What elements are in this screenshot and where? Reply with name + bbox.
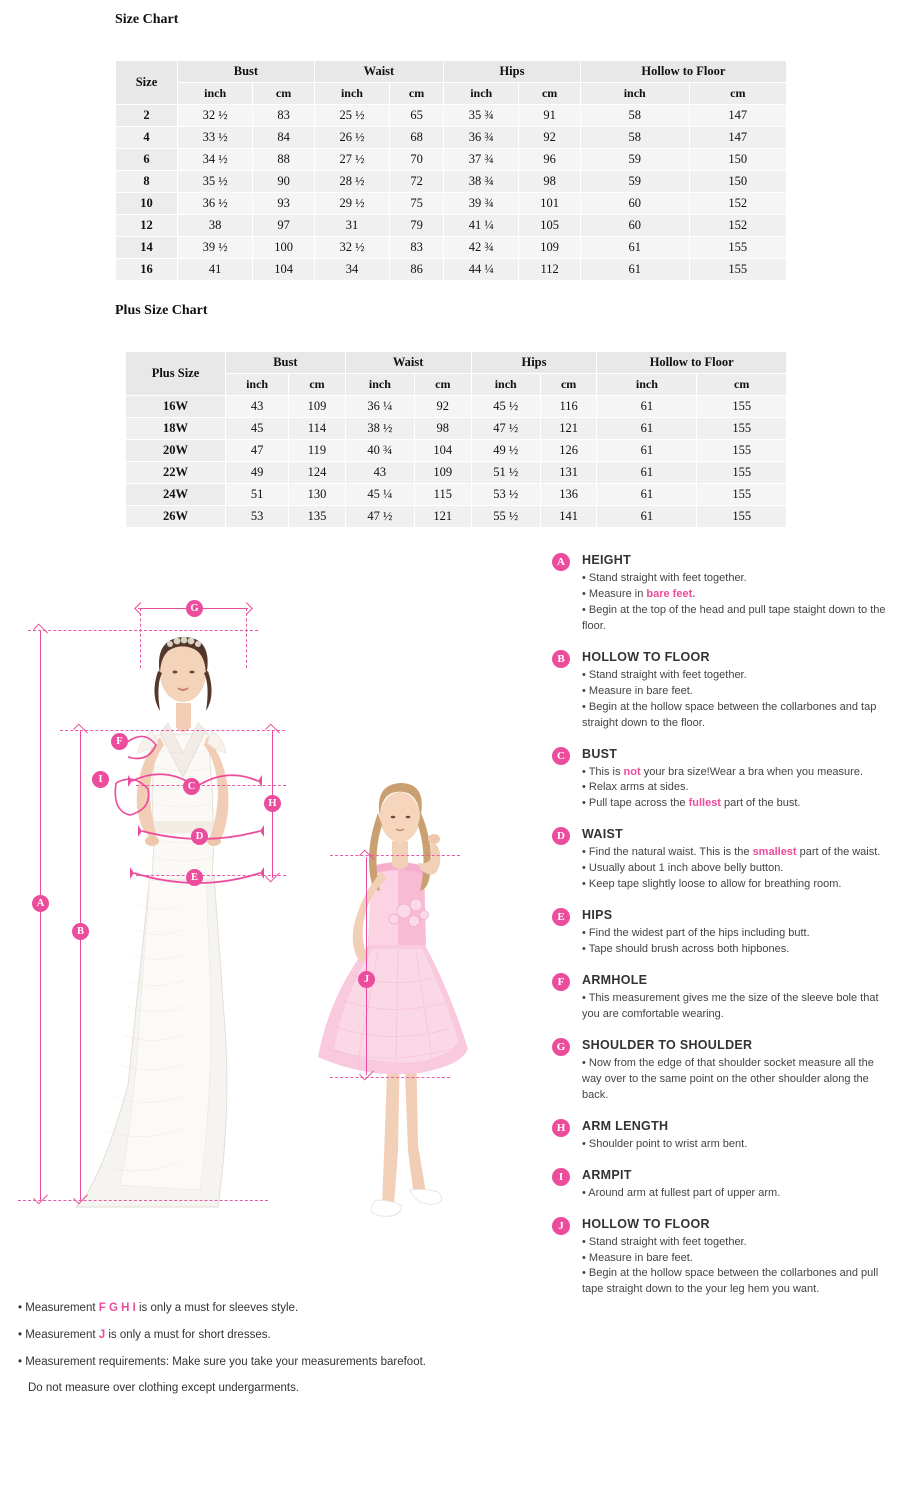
footer-note: [18, 1380, 538, 1398]
header-waist: Waist: [314, 61, 443, 83]
cell-value: 43: [226, 396, 289, 418]
cell-value: 114: [289, 418, 346, 440]
measurement-diagram: [0, 545, 540, 1265]
table-group-header-row: [126, 352, 787, 374]
legend-badge: C: [552, 747, 570, 765]
cell-value: 31: [314, 215, 389, 237]
note-highlight: J: [98, 1328, 106, 1341]
diagram-badge-f: F: [111, 733, 128, 750]
cell-value: 97: [253, 215, 314, 237]
cell-value: 45 ½: [471, 396, 540, 418]
cell-value: 83: [253, 105, 314, 127]
cell-value: 60: [580, 215, 689, 237]
dash-short-top: [330, 855, 460, 856]
cell-value: 35 ½: [178, 171, 253, 193]
cell-size: 26W: [126, 506, 226, 528]
legend-heading: HIPS: [582, 908, 613, 923]
legend-badge: H: [552, 1119, 570, 1137]
page-title-size-chart: Size Chart: [115, 12, 179, 27]
table-row: [126, 418, 787, 440]
subheader-hollow-cm: cm: [697, 374, 787, 396]
table-row: [126, 484, 787, 506]
cell-value: 150: [689, 149, 786, 171]
cell-value: 86: [390, 259, 444, 281]
legend-line: • Begin at the top of the head and pull tape staight down to the floor.: [582, 603, 886, 632]
plus-size-chart-table: [125, 351, 787, 528]
cell-value: 41 ¼: [444, 215, 519, 237]
page-title-plus-size-chart: Plus Size Chart: [115, 303, 208, 318]
cell-size: 22W: [126, 462, 226, 484]
table-row: [116, 259, 787, 281]
legend-badge: B: [552, 650, 570, 668]
legend-heading: BUST: [582, 746, 618, 761]
cell-value: 34 ½: [178, 149, 253, 171]
cell-value: 35 ¾: [444, 105, 519, 127]
cell-value: 58: [580, 127, 689, 149]
legend-line: • Measure in bare feet.: [582, 587, 696, 600]
cell-value: 121: [415, 506, 472, 528]
cell-value: 115: [415, 484, 472, 506]
cell-value: 38 ¾: [444, 171, 519, 193]
cell-value: 100: [253, 237, 314, 259]
subheader-bust-inch: inch: [226, 374, 289, 396]
subheader-bust-cm: cm: [253, 83, 314, 105]
size-chart-body: [116, 105, 787, 281]
legend-line: • Usually about 1 inch above belly button.: [582, 862, 784, 875]
cell-value: 49 ½: [471, 440, 540, 462]
cell-value: 61: [597, 462, 697, 484]
table-row: [116, 149, 787, 171]
cell-value: 29 ½: [314, 193, 389, 215]
cell-value: 79: [390, 215, 444, 237]
table-row: [126, 440, 787, 462]
cell-value: 53: [226, 506, 289, 528]
cell-value: 42 ¾: [444, 237, 519, 259]
legend-line: • Measure in bare feet.: [582, 1251, 693, 1264]
cell-value: 91: [519, 105, 580, 127]
table-row: [116, 193, 787, 215]
cell-value: 136: [540, 484, 597, 506]
cell-value: 59: [580, 171, 689, 193]
legend-line: • Around arm at fullest part of upper arm.: [582, 1186, 781, 1199]
cell-value: 47 ½: [471, 418, 540, 440]
cell-value: 47 ½: [345, 506, 414, 528]
note-text-tail: is only a must for sleeves style.: [135, 1302, 299, 1314]
cell-value: 124: [289, 462, 346, 484]
diagram-badge-c: C: [183, 778, 200, 795]
cell-size: 24W: [126, 484, 226, 506]
legend-item-hips: [552, 907, 896, 958]
cell-value: 155: [697, 484, 787, 506]
note-text: Do not measure over clothing except undergarments.: [28, 1382, 300, 1395]
legend-line: • Now from the edge of that shoulder socket measure all the way over to the same point on the other shoulder along the back.: [582, 1056, 874, 1101]
cell-value: 101: [519, 193, 580, 215]
header-bust: Bust: [178, 61, 315, 83]
size-chart-table-wrap: [115, 60, 787, 281]
cell-value: 88: [253, 149, 314, 171]
measure-line-j: [366, 857, 367, 1075]
cell-value: 126: [540, 440, 597, 462]
subheader-hips-inch: inch: [444, 83, 519, 105]
header-waist: Waist: [345, 352, 471, 374]
cell-value: 84: [253, 127, 314, 149]
legend-heading: HOLLOW TO FLOOR: [582, 1216, 710, 1231]
legend-line: • This is not your bra size!Wear a bra when you measure.: [582, 765, 864, 778]
legend-item-arm-length: [552, 1118, 896, 1153]
cell-value: 47: [226, 440, 289, 462]
cell-value: 92: [415, 396, 472, 418]
table-row: [126, 396, 787, 418]
legend-line: • Measure in bare feet.: [582, 684, 693, 697]
cell-size: 16: [116, 259, 178, 281]
legend-item-waist: [552, 826, 896, 893]
legend-line: • Relax arms at sides.: [582, 781, 689, 794]
header-plus-size: Plus Size: [126, 352, 226, 396]
legend-badge: D: [552, 827, 570, 845]
cell-value: 61: [580, 237, 689, 259]
diagram-badge-i: I: [92, 771, 109, 788]
subheader-hollow-inch: inch: [580, 83, 689, 105]
legend-line: • Stand straight with feet together.: [582, 668, 747, 681]
legend-line: • Begin at the hollow space between the collarbones and pull tape straight down to the your leg hem you want.: [582, 1267, 879, 1296]
cell-value: 32 ½: [178, 105, 253, 127]
table-row: [116, 127, 787, 149]
cell-value: 152: [689, 193, 786, 215]
cell-value: 98: [415, 418, 472, 440]
cell-value: 109: [519, 237, 580, 259]
cell-value: 49: [226, 462, 289, 484]
diagram-badge-j: J: [358, 971, 375, 988]
cell-value: 41: [178, 259, 253, 281]
cell-value: 155: [697, 440, 787, 462]
cell-value: 119: [289, 440, 346, 462]
header-hollow-to-floor: Hollow to Floor: [597, 352, 787, 374]
cell-value: 45: [226, 418, 289, 440]
legend-item-shoulder-to-shoulder: [552, 1037, 896, 1104]
cell-value: 32 ½: [314, 237, 389, 259]
cell-size: 18W: [126, 418, 226, 440]
cell-value: 121: [540, 418, 597, 440]
diagram-badge-a: A: [32, 895, 49, 912]
subheader-waist-inch: inch: [314, 83, 389, 105]
diagram-badge-e: E: [186, 869, 203, 886]
header-hollow-to-floor: Hollow to Floor: [580, 61, 786, 83]
cell-value: 92: [519, 127, 580, 149]
legend-heading: HOLLOW TO FLOOR: [582, 649, 710, 664]
measure-line-a: [40, 630, 41, 1200]
cell-size: 16W: [126, 396, 226, 418]
header-size: Size: [116, 61, 178, 105]
note-text: • Measurement: [18, 1302, 99, 1314]
cell-value: 112: [519, 259, 580, 281]
legend-heading: SHOULDER TO SHOULDER: [582, 1037, 753, 1052]
header-hips: Hips: [471, 352, 597, 374]
cell-value: 83: [390, 237, 444, 259]
legend-heading: WAIST: [582, 827, 624, 842]
cell-size: 8: [116, 171, 178, 193]
cell-value: 109: [415, 462, 472, 484]
table-group-header-row: [116, 61, 787, 83]
cell-value: 39 ½: [178, 237, 253, 259]
cell-value: 33 ½: [178, 127, 253, 149]
cell-value: 25 ½: [314, 105, 389, 127]
cell-value: 116: [540, 396, 597, 418]
table-row: [116, 105, 787, 127]
cell-size: 2: [116, 105, 178, 127]
cell-value: 135: [289, 506, 346, 528]
legend-item-armpit: [552, 1167, 896, 1202]
subheader-hips-inch: inch: [471, 374, 540, 396]
cell-value: 141: [540, 506, 597, 528]
legend-line: • Find the natural waist. This is the smallest part of the waist.: [582, 846, 881, 859]
cell-value: 36 ¾: [444, 127, 519, 149]
cell-value: 44 ¼: [444, 259, 519, 281]
cell-value: 61: [597, 440, 697, 462]
cell-value: 26 ½: [314, 127, 389, 149]
dress-illustration-group: [0, 545, 540, 1265]
cell-value: 109: [289, 396, 346, 418]
legend-heading: HEIGHT: [582, 553, 632, 567]
legend-badge: I: [552, 1168, 570, 1186]
cell-value: 39 ¾: [444, 193, 519, 215]
legend-item-height: [552, 552, 896, 635]
subheader-bust-inch: inch: [178, 83, 253, 105]
diagram-badge-g: G: [186, 600, 203, 617]
cell-value: 61: [597, 418, 697, 440]
cell-value: 45 ¼: [345, 484, 414, 506]
cell-value: 155: [697, 462, 787, 484]
table-row: [116, 215, 787, 237]
legend-heading: ARM LENGTH: [582, 1118, 669, 1133]
table-row: [116, 237, 787, 259]
cell-value: 105: [519, 215, 580, 237]
plus-size-chart-body: [126, 396, 787, 528]
legend-badge: G: [552, 1038, 570, 1056]
note-highlight: F G H I: [98, 1302, 136, 1314]
dash-short-hem: [330, 1077, 450, 1078]
note-text: • Measurement requirements: Make sure you take your measurements barefoot.: [18, 1355, 426, 1368]
subheader-waist-cm: cm: [390, 83, 444, 105]
dash-shoulder-right: [246, 608, 247, 668]
cell-value: 36 ½: [178, 193, 253, 215]
cell-value: 43: [345, 462, 414, 484]
cell-size: 10: [116, 193, 178, 215]
cell-value: 98: [519, 171, 580, 193]
cell-value: 61: [597, 506, 697, 528]
legend-line: • Pull tape across the fullest part of the bust.: [582, 797, 801, 810]
legend-line: • This measurement gives me the size of the sleeve bole that you are comfortable wearing.: [582, 992, 879, 1020]
cell-value: 37 ¾: [444, 149, 519, 171]
footer-notes: [18, 1300, 538, 1407]
legend-heading: ARMHOLE: [582, 973, 648, 987]
cell-value: 40 ¾: [345, 440, 414, 462]
cell-value: 75: [390, 193, 444, 215]
cell-value: 34: [314, 259, 389, 281]
cell-value: 155: [689, 259, 786, 281]
cell-size: 12: [116, 215, 178, 237]
cell-value: 72: [390, 171, 444, 193]
cell-value: 61: [597, 396, 697, 418]
cell-value: 104: [253, 259, 314, 281]
legend-badge: J: [552, 1217, 570, 1235]
table-row: [126, 462, 787, 484]
plus-size-chart-table-wrap: [125, 351, 787, 528]
table-sub-header-row: [116, 83, 787, 105]
cell-value: 155: [689, 237, 786, 259]
subheader-bust-cm: cm: [289, 374, 346, 396]
cell-value: 155: [697, 396, 787, 418]
cell-value: 65: [390, 105, 444, 127]
cell-value: 70: [390, 149, 444, 171]
table-row: [116, 171, 787, 193]
legend-badge: E: [552, 908, 570, 926]
dash-top-head: [28, 630, 258, 631]
legend-line: • Shoulder point to wrist arm bent.: [582, 1137, 748, 1150]
cell-value: 147: [689, 127, 786, 149]
cell-value: 147: [689, 105, 786, 127]
size-chart-table: [115, 60, 787, 281]
cell-size: 4: [116, 127, 178, 149]
diagram-badge-h: H: [264, 795, 281, 812]
legend-line: • Keep tape slightly loose to allow for breathing room.: [582, 878, 842, 891]
legend-item-hollow-to-floor: [552, 649, 896, 732]
cell-value: 61: [597, 484, 697, 506]
measure-line-b: [80, 730, 81, 1200]
cell-value: 155: [697, 506, 787, 528]
measurement-legend: [552, 552, 896, 1312]
legend-badge: A: [552, 553, 570, 571]
legend-line: • Tape should brush across both hipbones.: [582, 943, 790, 956]
legend-line: • Stand straight with feet together.: [582, 1235, 747, 1248]
cell-value: 96: [519, 149, 580, 171]
cell-value: 27 ½: [314, 149, 389, 171]
short-dress-figure: [318, 783, 468, 1216]
subheader-waist-cm: cm: [415, 374, 472, 396]
cell-value: 60: [580, 193, 689, 215]
legend-line: • Begin at the hollow space between the collarbones and tap straight down to the floor.: [582, 700, 877, 729]
footer-note: [18, 1327, 538, 1345]
cell-value: 61: [580, 259, 689, 281]
diagram-badge-d: D: [191, 828, 208, 845]
legend-line: • Find the widest part of the hips including butt.: [582, 927, 810, 940]
cell-value: 90: [253, 171, 314, 193]
cell-value: 152: [689, 215, 786, 237]
legend-badge: F: [552, 973, 570, 991]
legend-item-hollow-to-floor: [552, 1216, 896, 1299]
diagram-badge-b: B: [72, 923, 89, 940]
cell-value: 38: [178, 215, 253, 237]
footer-note: [18, 1354, 538, 1372]
dash-floor: [18, 1200, 268, 1201]
legend-heading: ARMPIT: [582, 1167, 632, 1182]
cell-size: 14: [116, 237, 178, 259]
cell-size: 6: [116, 149, 178, 171]
subheader-hollow-inch: inch: [597, 374, 697, 396]
header-bust: Bust: [226, 352, 346, 374]
cell-value: 131: [540, 462, 597, 484]
cell-value: 51 ½: [471, 462, 540, 484]
subheader-waist-inch: inch: [345, 374, 414, 396]
legend-item-armhole: [552, 972, 896, 1023]
cell-value: 53 ½: [471, 484, 540, 506]
footer-note: [18, 1300, 538, 1318]
header-hips: Hips: [444, 61, 581, 83]
cell-value: 68: [390, 127, 444, 149]
cell-value: 51: [226, 484, 289, 506]
cell-value: 155: [697, 418, 787, 440]
legend-line: • Stand straight with feet together.: [582, 572, 747, 584]
subheader-hollow-cm: cm: [689, 83, 786, 105]
cell-value: 55 ½: [471, 506, 540, 528]
cell-value: 58: [580, 105, 689, 127]
cell-value: 93: [253, 193, 314, 215]
dash-shoulder-left: [140, 608, 141, 668]
cell-value: 150: [689, 171, 786, 193]
table-sub-header-row: [126, 374, 787, 396]
cell-value: 36 ¼: [345, 396, 414, 418]
note-text-tail: is only a must for short dresses.: [105, 1328, 271, 1341]
table-row: [126, 506, 787, 528]
cell-value: 59: [580, 149, 689, 171]
cell-value: 130: [289, 484, 346, 506]
subheader-hips-cm: cm: [540, 374, 597, 396]
legend-item-bust: [552, 746, 896, 813]
cell-size: 20W: [126, 440, 226, 462]
cell-value: 38 ½: [345, 418, 414, 440]
cell-value: 104: [415, 440, 472, 462]
cell-value: 28 ½: [314, 171, 389, 193]
subheader-hips-cm: cm: [519, 83, 580, 105]
note-text: • Measurement: [18, 1328, 99, 1341]
